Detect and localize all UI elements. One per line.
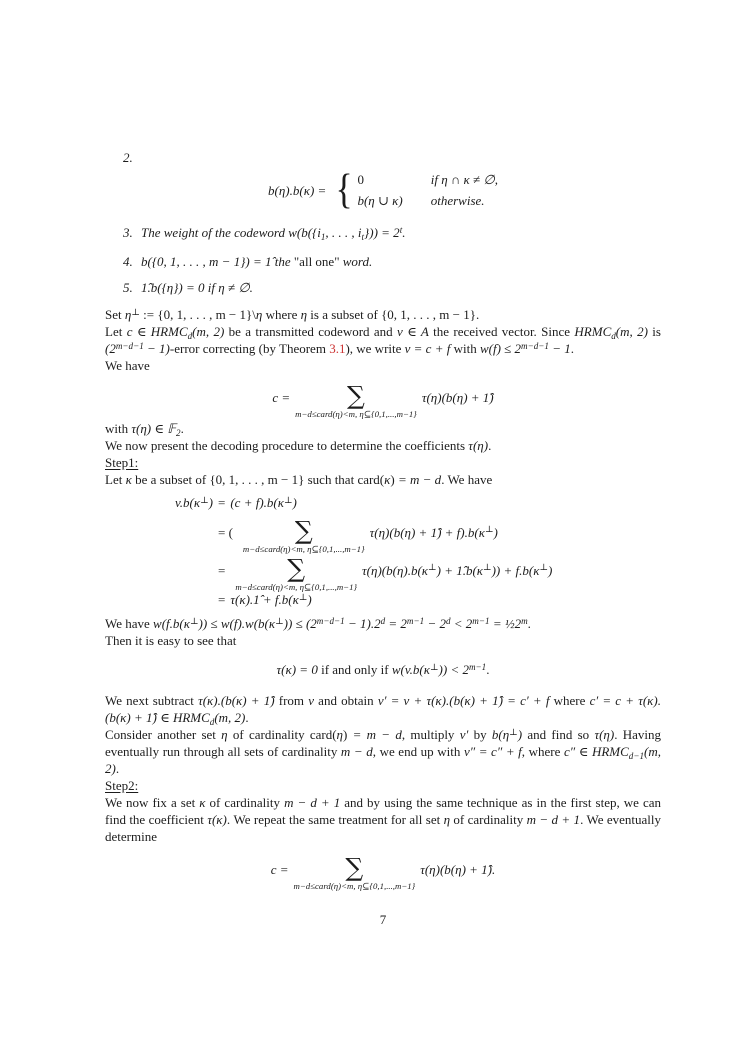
cases-grid: [357, 171, 498, 210]
page-number: 7: [379, 912, 387, 927]
item-4-text: b({0, 1, . . . , m − 1}) = 1̂ the "all one" word.: [141, 254, 373, 269]
case-condition-2: otherwise.: [430, 192, 485, 208]
equation-codeword-sum: [105, 379, 661, 419]
item-2-number: 2.: [123, 150, 133, 165]
derivation-row-3: [105, 552, 661, 592]
paragraph-set-eta: Set η⊥ := {0, 1, . . . , m − 1}\η where η is a subset of {0, 1, . . . , m − 1}.: [105, 306, 480, 322]
list-item-2: [123, 149, 661, 166]
item-5-text: 1̂.b({η}) = 0 if η ≠ ∅.: [141, 280, 253, 295]
equation-tau-text: τ(κ) = 0 if and only if $w(v.b(\kappa^\perp)) < 2^{m-1}$.: [276, 661, 490, 677]
equals-sign: =: [218, 562, 226, 578]
summation-operator: [294, 855, 416, 891]
item-3-number: 3.: [123, 225, 133, 240]
sigma-symbol: ∑: [345, 853, 364, 882]
derivation-rhs-3: τ(η)(b(η).b(κ⊥) + 1̂.b(κ⊥)) + f.b(κ⊥): [362, 562, 553, 578]
summation-operator: [243, 518, 365, 554]
paragraph-we-have: We have: [105, 358, 150, 373]
equation-rhs: τ(η)(b(η) + 1̂).: [420, 861, 496, 877]
left-brace-symbol: {: [335, 167, 353, 213]
equation-rhs: τ(η)(b(η) + 1̂): [421, 389, 494, 405]
cases-equation-lhs: b(η).b(κ) =: [268, 182, 327, 198]
paragraph-kappa-subset: Let κ be a subset of {0, 1, . . . , m − 1} such that card(κ) = m − d. We have: [105, 472, 493, 487]
item-5-number: 5.: [123, 280, 133, 295]
paragraph-then-easy: Then it is easy to see that: [105, 633, 237, 648]
equation-final-sum: [105, 851, 661, 891]
paragraph-subtract: We next subtract τ(κ).(b(κ) + 1̂) from v and obtain v′ = v + τ(κ).(b(κ) + 1̂) = c′ + f where c′ = c + τ(κ).(b(κ) + 1̂) ∈ $HRMC_d(m$, 2).: [105, 693, 662, 727]
derivation-lhs: v.b(κ⊥): [174, 494, 213, 510]
derivation-rhs-1: (c + f).b(κ⊥): [230, 494, 297, 510]
equation-lhs: c =: [272, 389, 291, 405]
derivation-row-4: [105, 590, 661, 609]
paragraph-consider: Consider another set η of cardinality card(η) = m − d, multiply v′ by b(η⊥) and find so τ(η). Having eventually run through all sets of cardinality m − d, we end up with v″ = c″ + f, where c″ ∈ $HRMC_{d-1}(m$, 2).: [105, 726, 661, 776]
equation-lhs: c =: [270, 861, 289, 877]
equals-sign: =: [218, 495, 226, 510]
equals-sign: =: [218, 592, 226, 607]
item-4-number: 4.: [123, 254, 133, 269]
paragraph-decoding-procedure: We now present the decoding procedure to determine the coefficients τ(η).: [105, 438, 492, 453]
step1-heading-line: [105, 454, 661, 471]
paragraph-weight-bound: We have $w(f.b(\kappa^\perp)) \le w(f).w(b(\kappa^\perp)) \le (2^{m-d-1} - 1).2^d = 2^{m-1} - 2^d < 2^{m-1}$ = $\frac{1}{2}2^m$.: [105, 615, 531, 631]
paragraph-fix-kappa: We now fix a set κ of cardinality m − d + 1 and by using the same technique as in the first step, we can find the coefficient τ(κ). We repeat the same treatment for all set η of cardinality m − d + 1. We eventually determine: [105, 795, 662, 844]
list-item-5: [123, 279, 661, 296]
sigma-symbol: ∑: [294, 516, 313, 545]
item-3-text: The weight of the codeword $w(b(\{i_1$, . . . , $i_t\})) = 2^t$.: [141, 224, 406, 242]
document-page: [105, 149, 661, 928]
case-value-2: b(η ∪ κ): [357, 192, 403, 208]
sigma-symbol: ∑: [287, 554, 306, 583]
cases-equation: [105, 167, 661, 213]
list-item-4: [123, 253, 661, 270]
derivation-row-1: [105, 493, 661, 512]
list-item-3: [123, 224, 661, 241]
derivation-rhs-4: τ(κ).1̂ + f.b(κ⊥): [230, 591, 312, 607]
derivation-rhs-2: τ(η)(b(η) + 1̂) + f).b(κ⊥): [369, 524, 498, 540]
step2-heading: Step2:: [105, 778, 139, 793]
summation-operator: [235, 556, 357, 592]
derivation-block: [105, 493, 661, 609]
case-value-1: 0: [357, 171, 364, 187]
equation-tau-condition: [105, 661, 661, 678]
equals-open-paren: = (: [218, 524, 233, 540]
paragraph-with-tau: with τ(η) ∈ 𝔽$_2$.: [105, 421, 184, 438]
summation-limits: m−d≤card(η)<m, η⊆{0,1,...,m−1}: [235, 582, 358, 592]
theorem-ref-link[interactable]: 3.1: [329, 341, 346, 356]
step2-heading-line: [105, 777, 661, 794]
paragraph-let-codeword: Let c ∈ $HRMC_d(m$, 2) be a transmitted codeword and v ∈ A the received vector. Since $HRMC_d(m$, 2) is ($2^{m-d-1}$ − 1)-error correcting (by Theorem 3.1), we write v = c + f with $w(f) \le 2^{m-d-1} - 1$.: [105, 324, 661, 356]
summation-operator: [295, 383, 417, 419]
summation-limits: m−d≤card(η)<m, η⊆{0,1,...,m−1}: [242, 544, 365, 554]
summation-limits: m−d≤card(η)<m, η⊆{0,1,...,m−1}: [293, 881, 416, 891]
step1-heading: Step1:: [105, 455, 139, 470]
derivation-row-2: [105, 514, 661, 554]
sigma-symbol: ∑: [347, 381, 365, 410]
summation-limits: m−d≤card(η)<m, η⊆{0,1,...,m−1}: [295, 409, 417, 419]
case-condition-1: if η ∩ κ ≠ ∅,: [430, 171, 498, 187]
